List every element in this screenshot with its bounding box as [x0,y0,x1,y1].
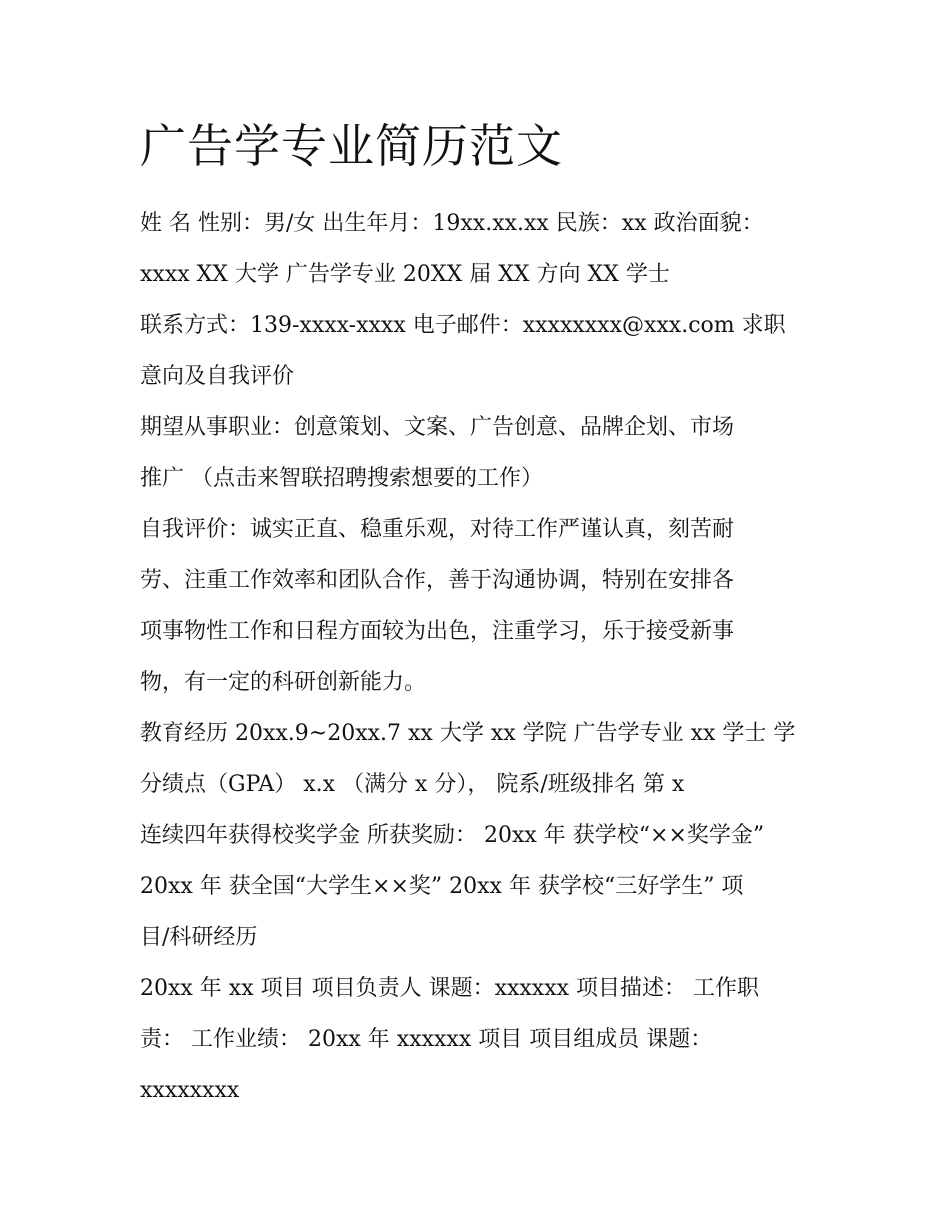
body-line: 连续四年获得校奖学金 所获奖励： 20xx 年 获学校“××奖学金” [140,823,765,848]
body-line: xxxxxxxx [140,1078,240,1103]
body-line: 目/科研经历 [140,925,258,950]
body-line: 物，有一定的科研创新能力。 [140,670,427,695]
body-line: 项事物性工作和日程方面较为出色，注重学习，乐于接受新事 [140,619,735,644]
body-line: xxxx XX 大学 广告学专业 20XX 届 XX 方向 XX 学士 [140,262,670,287]
body-line: 教育经历 20xx.9~20xx.7 xx 大学 xx 学院 广告学专业 xx 学士 学 [140,721,796,746]
body-line: 劳、注重工作效率和团队合作，善于沟通协调，特别在安排各 [140,568,735,593]
body-line: 20xx 年 xx 项目 项目负责人 课题：xxxxxx 项目描述： 工作职 [140,976,760,1001]
document-body [140,198,820,1116]
body-line: 联系方式：139-xxxx-xxxx 电子邮件：xxxxxxxx@xxx.com 求职 [140,313,786,338]
body-line: 推广 （点击来智联招聘搜索想要的工作） [140,466,543,491]
document-title: 广告学专业简历范文 [140,119,563,173]
body-line: 分绩点（GPA） x.x （满分 x 分）， 院系/班级排名 第 x [140,772,685,797]
body-line: 姓 名 性别：男/女 出生年月：19xx.xx.xx 民族：xx 政治面貌： [140,211,764,236]
body-line: 自我评价：诚实正直、稳重乐观，对待工作严谨认真，刻苦耐 [140,517,735,542]
body-line: 20xx 年 获全国“大学生××奖” 20xx 年 获学校“三好学生” 项 [140,874,744,899]
body-line: 责： 工作业绩： 20xx 年 xxxxxx 项目 项目组成员 课题： [140,1027,713,1052]
body-line: 期望从事职业：创意策划、文案、广告创意、品牌企划、市场 [140,415,735,440]
body-line: 意向及自我评价 [140,364,295,389]
